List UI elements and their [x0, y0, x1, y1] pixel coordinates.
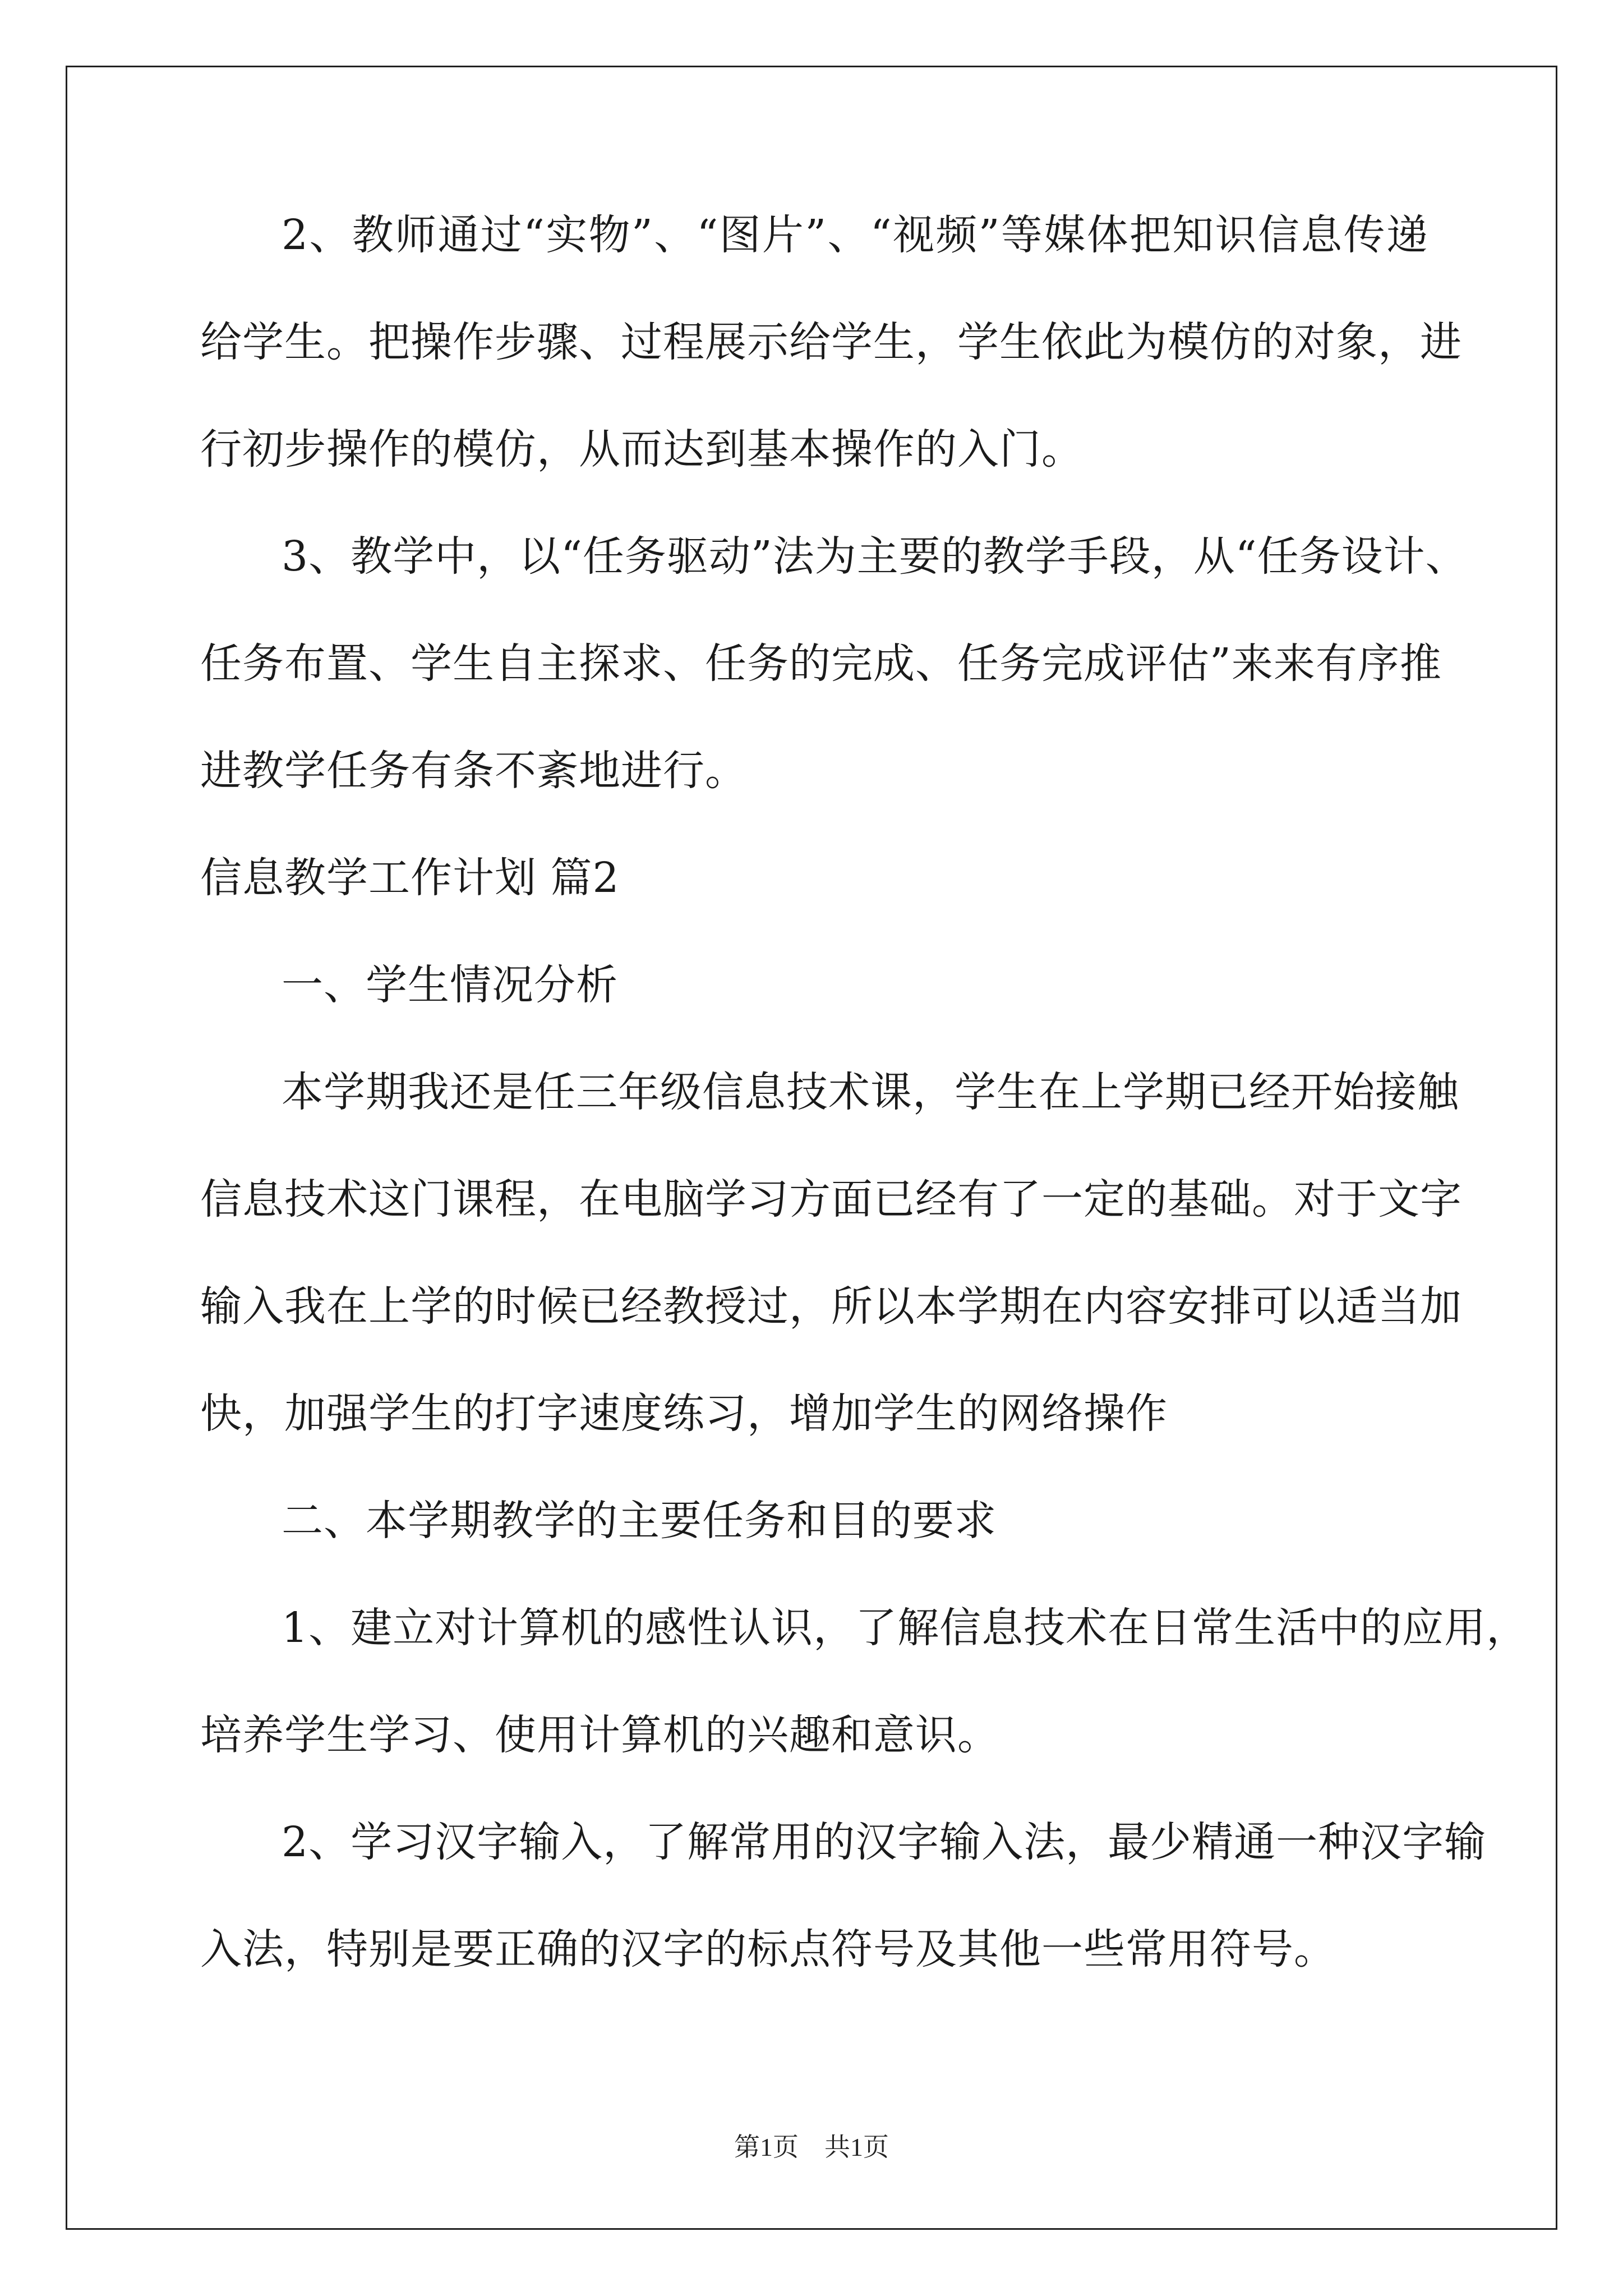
paragraph-line: 快，加强学生的打字速度练习，增加学生的网络操作: [200, 1389, 1168, 1438]
page-number-footer: 第1页 共1页: [734, 2133, 889, 2161]
paragraph-line: 2、教师通过“实物”、“图片”、“视频”等媒体把知识信息传递: [282, 211, 1428, 259]
paragraph-line: 入法，特别是要正确的汉字的标点符号及其他一些常用符号。: [200, 1925, 1336, 1973]
paragraph-line: 本学期我还是任三年级信息技术课，学生在上学期已经开始接触: [282, 1068, 1459, 1116]
paragraph-line: 培养学生学习、使用计算机的兴趣和意识。: [200, 1711, 999, 1759]
paragraph-line: 1、建立对计算机的感性认识，了解信息技术在日常生活中的应用，: [282, 1604, 1529, 1652]
page-frame: [66, 66, 1557, 2230]
subsection-heading: 一、学生情况分析: [282, 961, 618, 1009]
subsection-heading: 二、本学期教学的主要任务和目的要求: [282, 1497, 997, 1545]
paragraph-line: 任务布置、学生自主探求、任务的完成、任务完成评估”来来有序推: [200, 639, 1442, 688]
paragraph-line: 输入我在上学的时候已经教授过，所以本学期在内容安排可以适当加: [200, 1282, 1462, 1331]
paragraph-line: 2、学习汉字输入，了解常用的汉字输入法，最少精通一种汉字输: [282, 1818, 1487, 1866]
paragraph-line: 信息技术这门课程，在电脑学习方面已经有了一定的基础。对于文字: [200, 1175, 1462, 1223]
paragraph-line: 3、教学中，以“任务驱动”法为主要的教学手段，从“任务设计、: [282, 532, 1468, 581]
section-heading: 信息教学工作计划 篇2: [200, 854, 620, 902]
paragraph-line: 行初步操作的模仿，从而达到基本操作的入门。: [200, 425, 1083, 473]
paragraph-line: 给学生。把操作步骤、过程展示给学生，学生依此为模仿的对象，进: [200, 318, 1462, 366]
paragraph-line: 进教学任务有条不紊地进行。: [200, 747, 747, 795]
